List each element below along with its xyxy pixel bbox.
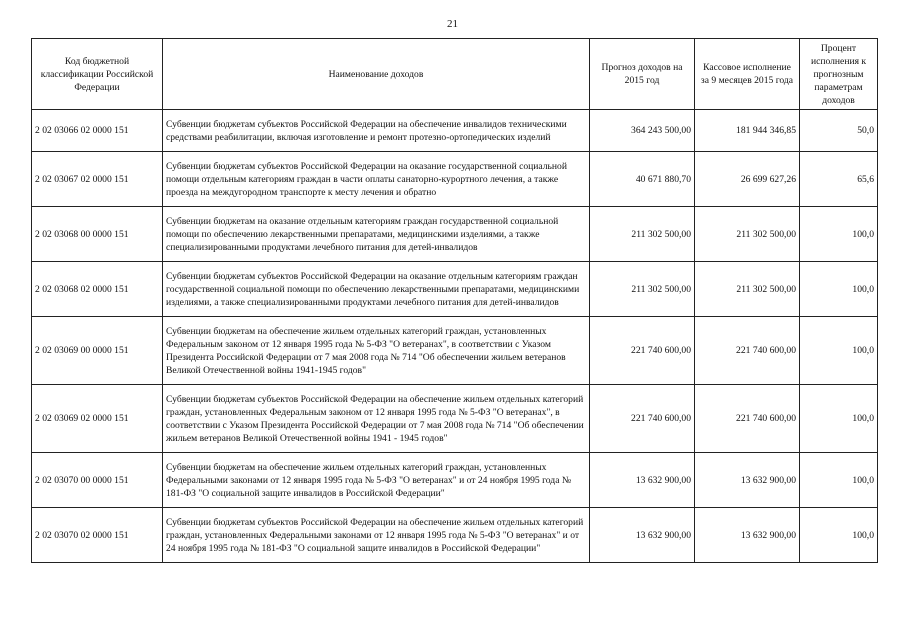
cell-execution: 13 632 900,00 (695, 508, 800, 563)
table-header-row (32, 39, 878, 110)
cell-execution: 221 740 600,00 (695, 385, 800, 453)
cell-name: Субвенции бюджетам субъектов Российской Федерации на оказание государственной социальной помощи отдельным категориям граждан в части оплаты санаторно-курортного лечения, а также проезда на междугородном транспорте к месту лечения и обратно (163, 152, 590, 207)
cell-name: Субвенции бюджетам субъектов Российской Федерации на оказание отдельным категориям граждан государственной социальной помощи по обеспечению лекарственными препаратами, медицинскими изделиями, а также специализированными продуктами лечебного питания для детей-инвалидов (163, 262, 590, 317)
revenue-table (31, 38, 878, 563)
table-row (32, 207, 878, 262)
header-code: Код бюджетной классификации Российской Федерации (32, 39, 163, 110)
page-number: 21 (447, 18, 458, 30)
cell-percent: 100,0 (800, 453, 878, 508)
cell-code: 2 02 03070 02 0000 151 (32, 508, 163, 563)
cell-execution: 26 699 627,26 (695, 152, 800, 207)
cell-execution: 13 632 900,00 (695, 453, 800, 508)
cell-execution: 181 944 346,85 (695, 110, 800, 152)
cell-forecast: 13 632 900,00 (590, 508, 695, 563)
cell-code: 2 02 03066 02 0000 151 (32, 110, 163, 152)
header-percent: Процент исполнения к прогнозным параметрам доходов (800, 39, 878, 110)
cell-percent: 65,6 (800, 152, 878, 207)
table-row (32, 152, 878, 207)
cell-percent: 100,0 (800, 262, 878, 317)
table-row (32, 508, 878, 563)
table-row (32, 317, 878, 385)
cell-execution: 211 302 500,00 (695, 207, 800, 262)
table-row (32, 453, 878, 508)
header-name: Наименование доходов (163, 39, 590, 110)
cell-name: Субвенции бюджетам субъектов Российской Федерации на обеспечение жильем отдельных категорий граждан, установленных Федеральным законом от 12 января 1995 года № 5-ФЗ "О ветеранах", в соответствии с Указом Президента Российской Федерации от 7 мая 2008 года № 714 "Об обеспечении жильем ветеранов Великой Отечественной войны 1941 - 1945 годов" (163, 385, 590, 453)
cell-name: Субвенции бюджетам субъектов Российской Федерации на обеспечение жильем отдельных категорий граждан, установленных Федеральными законами от 12 января 1995 года № 5-ФЗ "О ветеранах" и от 24 ноября 1995 года № 181-ФЗ "О социальной защите инвалидов в Российской Федерации" (163, 508, 590, 563)
cell-name: Субвенции бюджетам на обеспечение жильем отдельных категорий граждан, установленных Федеральными законами от 12 января 1995 года № 5-ФЗ "О ветеранах" и от 24 ноября 1995 года № 181-ФЗ "О социальной защите инвалидов в Российской Федерации" (163, 453, 590, 508)
cell-percent: 100,0 (800, 207, 878, 262)
cell-percent: 50,0 (800, 110, 878, 152)
cell-forecast: 221 740 600,00 (590, 385, 695, 453)
cell-name: Субвенции бюджетам на обеспечение жильем отдельных категорий граждан, установленных Федеральным законом от 12 января 1995 года № 5-ФЗ "О ветеранах", в соответствии с Указом Президента Российской Федерации от 7 мая 2008 года № 714 "Об обеспечении жильем ветеранов Великой Отечественной войны 1941-1945 годов" (163, 317, 590, 385)
cell-percent: 100,0 (800, 317, 878, 385)
table-row (32, 385, 878, 453)
cell-execution: 211 302 500,00 (695, 262, 800, 317)
table-row (32, 262, 878, 317)
cell-code: 2 02 03069 02 0000 151 (32, 385, 163, 453)
cell-forecast: 211 302 500,00 (590, 262, 695, 317)
header-execution: Кассовое исполнение за 9 месяцев 2015 года (695, 39, 800, 110)
header-forecast: Прогноз доходов на 2015 год (590, 39, 695, 110)
cell-forecast: 211 302 500,00 (590, 207, 695, 262)
cell-code: 2 02 03068 00 0000 151 (32, 207, 163, 262)
cell-percent: 100,0 (800, 385, 878, 453)
table-row (32, 110, 878, 152)
cell-forecast: 13 632 900,00 (590, 453, 695, 508)
cell-forecast: 221 740 600,00 (590, 317, 695, 385)
cell-name: Субвенции бюджетам на оказание отдельным категориям граждан государственной социальной помощи по обеспечению лекарственными препаратами, медицинскими изделиями, а также специализированными продуктами лечебного питания для детей-инвалидов (163, 207, 590, 262)
cell-code: 2 02 03067 02 0000 151 (32, 152, 163, 207)
cell-forecast: 364 243 500,00 (590, 110, 695, 152)
cell-execution: 221 740 600,00 (695, 317, 800, 385)
cell-code: 2 02 03070 00 0000 151 (32, 453, 163, 508)
cell-code: 2 02 03068 02 0000 151 (32, 262, 163, 317)
cell-percent: 100,0 (800, 508, 878, 563)
cell-forecast: 40 671 880,70 (590, 152, 695, 207)
cell-name: Субвенции бюджетам субъектов Российской Федерации на обеспечение инвалидов техническими средствами реабилитации, включая изготовление и ремонт протезно-ортопедических изделий (163, 110, 590, 152)
cell-code: 2 02 03069 00 0000 151 (32, 317, 163, 385)
